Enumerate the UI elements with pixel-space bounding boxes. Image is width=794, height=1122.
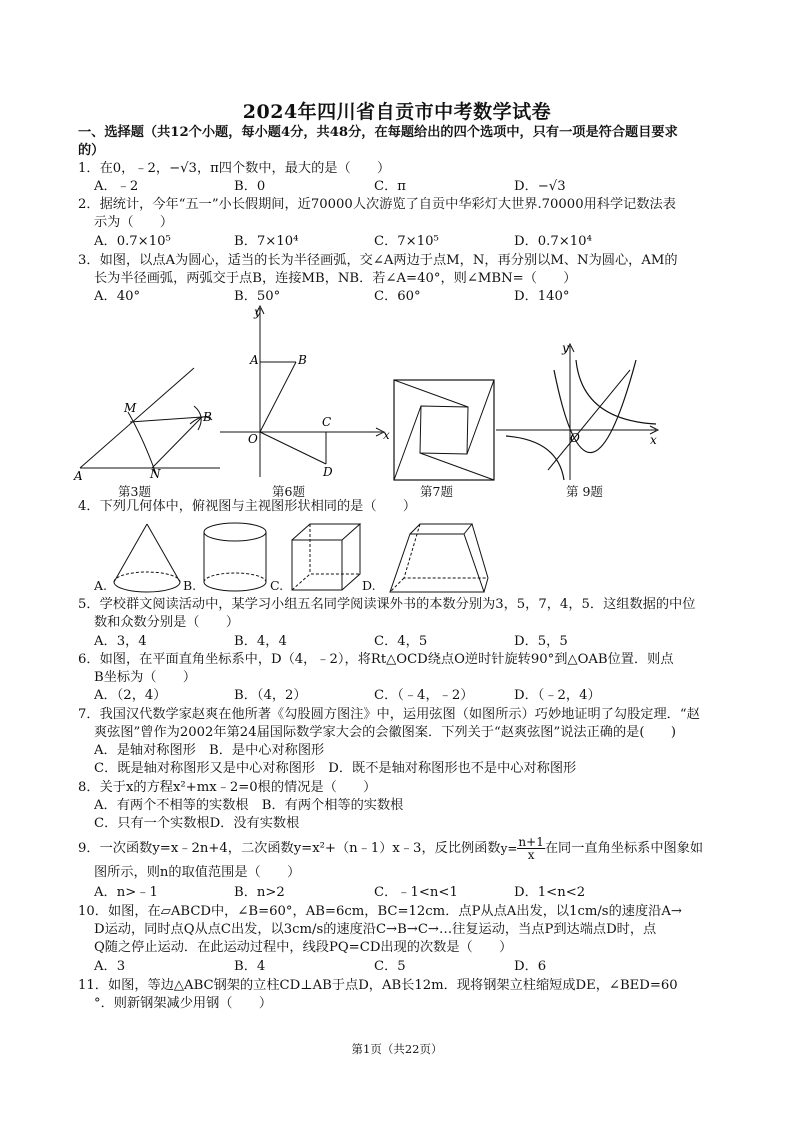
question-10-stem-cont1: D运动，同时点Q从点C出发，以3cm/s的速度沿C→B→C→…往复运动，当点P到达端点D时，点 bbox=[94, 922, 657, 937]
option-a: A．﹣2 bbox=[94, 179, 139, 194]
label-n: N bbox=[150, 467, 161, 480]
question-8-options-ab: A．有两个不相等的实数根 B．有两个相等的实数根 bbox=[94, 798, 404, 813]
segment-ob bbox=[260, 362, 296, 432]
question-4-stem: 4．下列几何体中，俯视图与主视图形状相同的是（ ） bbox=[78, 499, 417, 514]
option-b: B．4 bbox=[234, 959, 266, 974]
outer-square bbox=[394, 380, 494, 480]
option-a: A. bbox=[94, 578, 108, 593]
question-9-stem-cont: 图所示，则n的取值范围是（ ） bbox=[94, 865, 301, 880]
fraction bbox=[517, 836, 544, 861]
option-c: C．π bbox=[374, 179, 406, 194]
cone-solid bbox=[110, 520, 184, 596]
question-8-stem: 8．关于x的方程x²+mx﹣2=0根的情况是（ ） bbox=[78, 780, 377, 795]
figure-q3 bbox=[72, 360, 222, 480]
question-6-stem: 6．如图，在平面直角坐标系中，D（4，﹣2），将Rt△OCD绕点O逆时针旋转90°到△OAB位置．则点 bbox=[78, 652, 674, 667]
option-a: A．3 bbox=[94, 959, 126, 974]
question-9-options bbox=[94, 884, 718, 902]
question-6-options bbox=[94, 687, 718, 705]
option-c: C．60° bbox=[374, 289, 421, 304]
caption-q3: 第3题 bbox=[118, 484, 151, 499]
label-x: x bbox=[650, 433, 657, 447]
question-11-stem-cont: °．则新钢架减少用钢（ ） bbox=[94, 996, 273, 1011]
option-b: B．0 bbox=[234, 179, 266, 194]
question-7-options-ab: A．是轴对称图形 B．是中心对称图形 bbox=[94, 743, 325, 758]
option-d: D．5，5 bbox=[514, 634, 568, 649]
option-b: B．50° bbox=[234, 289, 281, 304]
option-c: C．﹣1<n<1 bbox=[374, 885, 458, 900]
question-5-options bbox=[94, 633, 718, 651]
label-b: B bbox=[203, 410, 212, 424]
question-3-stem-cont: 长为半径画弧，两弧交于点B，连接MB，NB．若∠A=40°，则∠MBN=（ ） bbox=[94, 271, 577, 286]
frustum-solid bbox=[380, 520, 492, 596]
question-6-stem-cont: B坐标为（ ） bbox=[94, 670, 197, 685]
cube-solid bbox=[288, 520, 364, 596]
label-b: B bbox=[298, 353, 307, 367]
question-9-stem-b: 在同一直角坐标系中图象如 bbox=[544, 841, 704, 856]
question-2-stem: 2．据统计，今年“五一”小长假期间，近70000人次游览了自贡中华彩灯大世界.70000用科学记数法表 bbox=[78, 197, 676, 212]
question-8-options-cd: C．只有一个实数根D．没有实数根 bbox=[94, 816, 300, 831]
option-a: A．n>﹣1 bbox=[94, 885, 158, 900]
question-5-stem: 5．学校群文阅读活动中，某学习小组五名同学阅读课外书的本数分别为3，5，7，4，5．这组数据的中位 bbox=[78, 597, 696, 612]
option-d: D．0.7×10⁴ bbox=[514, 234, 592, 249]
question-10-stem: 10．如图，在▱ABCD中，∠B=60°，AB=6cm，BC=12cm．点P从点A出发，以1cm/s的速度沿A→ bbox=[78, 904, 682, 919]
fraction-lhs: y= bbox=[500, 841, 518, 856]
segment-od bbox=[260, 432, 326, 464]
option-d: D．6 bbox=[514, 959, 547, 974]
option-b: B. bbox=[183, 578, 197, 593]
question-9-stem-a: 9．一次函数y=x﹣2n+4，二次函数y=x²+（n﹣1）x﹣3，反比例函数 bbox=[78, 841, 501, 856]
option-a: A．3，4 bbox=[94, 634, 147, 649]
option-c: C．4，5 bbox=[374, 634, 428, 649]
inner-square bbox=[420, 406, 468, 454]
option-b: B．7×10⁴ bbox=[234, 234, 299, 249]
label-y: y bbox=[254, 305, 261, 319]
question-1-options bbox=[94, 178, 718, 196]
option-d: D．140° bbox=[514, 289, 570, 304]
option-a: A．40° bbox=[94, 289, 141, 304]
parabola bbox=[554, 360, 636, 453]
question-3-options bbox=[94, 288, 718, 306]
question-10-stem-cont2: Q随之停止运动．在此运动过程中，线段PQ=CD出现的次数是（ ） bbox=[94, 940, 513, 955]
option-b: B．4，4 bbox=[234, 634, 287, 649]
question-7-options-cd: C．既是轴对称图形又是中心对称图形 D．既不是轴对称图形也不是中心对称图形 bbox=[94, 761, 577, 776]
option-a: A．0.7×10⁵ bbox=[94, 234, 171, 249]
caption-q6: 第6题 bbox=[272, 484, 305, 499]
label-o: O bbox=[570, 431, 580, 445]
question-9-stem bbox=[78, 836, 718, 862]
label-x: x bbox=[383, 428, 390, 442]
hyperbola-left bbox=[506, 436, 564, 480]
option-c: C．（﹣4，﹣2） bbox=[374, 688, 474, 703]
fraction-denominator: x bbox=[527, 848, 535, 862]
option-b: B．（4，2） bbox=[234, 688, 307, 703]
segment-nb bbox=[152, 417, 202, 468]
option-d: D．（﹣2，4） bbox=[514, 688, 601, 703]
label-o: O bbox=[248, 432, 258, 446]
option-d: D．−√3 bbox=[514, 179, 566, 194]
ray-upper bbox=[80, 368, 194, 468]
question-5-stem-cont: 数和众数分别是（ ） bbox=[94, 615, 240, 630]
label-y: y bbox=[562, 341, 569, 355]
label-d: D bbox=[323, 465, 333, 479]
option-d: D．1<n<2 bbox=[514, 885, 586, 900]
option-c: C．7×10⁵ bbox=[374, 234, 439, 249]
exam-title: 2024年四川省自贡市中考数学试卷 bbox=[242, 101, 552, 123]
option-a: A．（2，4） bbox=[94, 688, 167, 703]
question-11-stem: 11．如图，等边△ABC钢架的立柱CD⊥AB于点D，AB长12m．现将钢架立柱缩短成DE，∠BED=60 bbox=[78, 978, 678, 993]
segment-mb bbox=[130, 417, 202, 422]
figure-q7 bbox=[392, 378, 496, 482]
fraction-numerator: n+1 bbox=[518, 836, 544, 849]
caption-q9: 第 9题 bbox=[566, 484, 603, 499]
option-c: C. bbox=[270, 578, 284, 593]
section-heading: 一、选择题（共12个小题，每小题4分，共48分，在每题给出的四个选项中，只有一项是符合题目要求 bbox=[78, 125, 678, 140]
question-3-stem: 3．如图，以点A为圆心，适当的长为半径画弧，交∠A两边于点M，N，再分别以M、N为圆心，AM的 bbox=[78, 253, 678, 268]
option-d: D. bbox=[362, 578, 376, 593]
question-10-options bbox=[94, 958, 718, 976]
question-7-stem: 7．我国汉代数学家赵爽在他所著《勾股圆方图注》中，运用弦图（如图所示）巧妙地证明了勾股定理．“赵 bbox=[78, 707, 700, 722]
caption-q7: 第7题 bbox=[420, 484, 453, 499]
cylinder-solid bbox=[200, 520, 270, 596]
question-2-options bbox=[94, 233, 718, 251]
linear bbox=[548, 370, 630, 470]
label-a: A bbox=[250, 353, 259, 367]
label-a: A bbox=[74, 469, 83, 480]
figure-q9 bbox=[496, 340, 666, 482]
question-1-stem: 1．在0，﹣2，−√3，π四个数中，最大的是（ ） bbox=[78, 161, 391, 176]
page-footer: 第1页（共22页） bbox=[351, 1042, 443, 1056]
figure-q6 bbox=[220, 302, 395, 482]
question-2-stem-cont: 示为（ ） bbox=[94, 215, 174, 230]
option-c: C．5 bbox=[374, 959, 406, 974]
hyperbola-right bbox=[576, 360, 656, 424]
question-7-stem-cont: 爽弦图”曾作为2002年第24届国际数学家大会的会徽图案．下列关于“赵爽弦图”说法正确的是( ) bbox=[94, 725, 676, 740]
section-heading-cont: 的） bbox=[78, 143, 105, 158]
inverse-function bbox=[501, 836, 545, 861]
label-c: C bbox=[322, 415, 332, 429]
option-b: B．n>2 bbox=[234, 885, 285, 900]
label-m: M bbox=[124, 401, 137, 415]
